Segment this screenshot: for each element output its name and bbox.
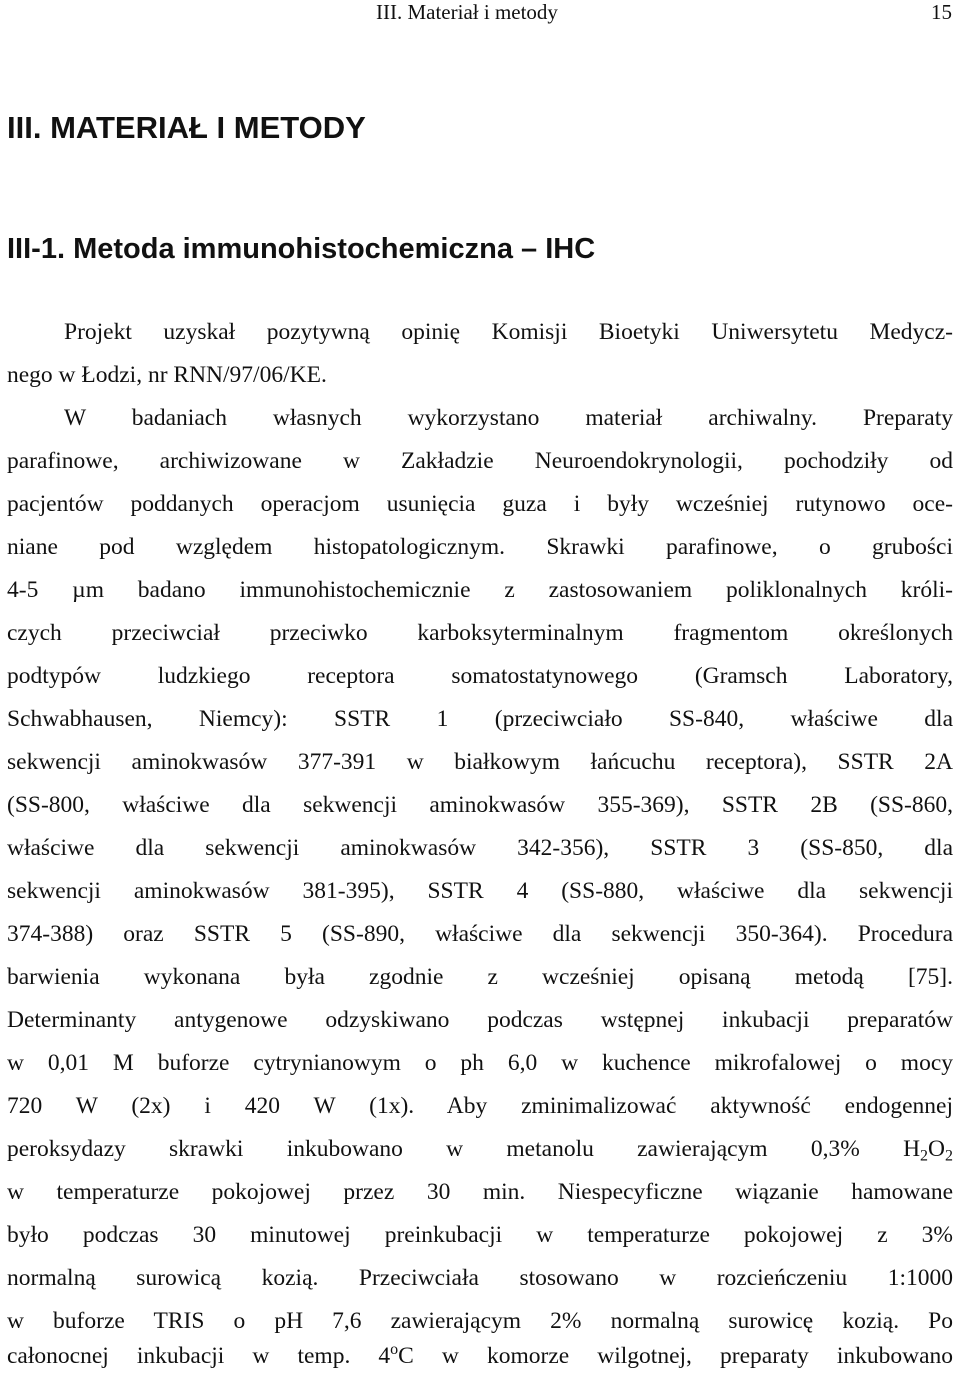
text-line: pacjentów poddanych operacjom usunięcia guza i były wcześniej rutynowo oce- [7,491,953,517]
text-line: w 0,01 M buforze cytrynianowym o ph 6,0 w kuchence mikrofalowej o mocy [7,1050,953,1076]
text-line: właściwe dla sekwencji aminokwasów 342-356), SSTR 3 (SS-850, dla [7,835,953,861]
text-line: 374-388) oraz SSTR 5 (SS-890, właściwe dla sekwencji 350-364). Procedura [7,921,953,947]
superscript: o [390,1341,399,1359]
text-line: Determinanty antygenowe odzyskiwano podczas wstępnej inkubacji preparatów [7,1007,953,1033]
text-line: niane pod względem histopatologicznym. Skrawki parafinowe, o grubości [7,534,953,560]
text-line-h2o2 [7,1128,953,1171]
text-line: Schwabhausen, Niemcy): SSTR 1 (przeciwciało SS-840, właściwe dla [7,706,953,732]
subscript: 2 [945,1147,953,1165]
text-line: barwienia wykonana była zgodnie z wcześniej opisaną metodą [75]. [7,964,953,990]
text-run: O [928,1136,946,1162]
text-line: czych przeciwciał przeciwko karboksyterminalnym fragmentom określonych [7,620,953,646]
chapter-title: III. MATERIAŁ I METODY [7,110,366,145]
text-run: C w komorze wilgotnej, preparaty inkubowano [398,1343,954,1369]
text-line: sekwencji aminokwasów 381-395), SSTR 4 (SS-880, właściwe dla sekwencji [7,878,953,904]
subscript: 2 [920,1147,929,1165]
text-line-temp [7,1335,953,1378]
text-line: sekwencji aminokwasów 377-391 w białkowym łańcuchu receptora), SSTR 2A [7,749,953,775]
text-line: Projekt uzyskał pozytywną opinię Komisji Bioetyki Uniwersytetu Medycz- [64,319,953,345]
text-line: W badaniach własnych wykorzystano materiał archiwalny. Preparaty [64,405,953,431]
text-run: całonocnej inkubacji w temp. 4 [7,1343,391,1369]
text-line: 720 W (2x) i 420 W (1x). Aby zminimalizować aktywność endogennej [7,1093,953,1119]
running-header-title: III. Materiał i metody [376,0,558,24]
text-line: było podczas 30 minutowej preinkubacji w temperaturze pokojowej z 3% [7,1222,953,1248]
text-line: normalną surowicą kozią. Przeciwciała stosowano w rozcieńczeniu 1:1000 [7,1265,953,1291]
text-line: 4-5 µm badano immunohistochemicznie z zastosowaniem poliklonalnych króli- [7,577,953,603]
text-line: (SS-800, właściwe dla sekwencji aminokwasów 355-369), SSTR 2B (SS-860, [7,792,953,818]
text-line: w temperaturze pokojowej przez 30 min. Niespecyficzne wiązanie hamowane [7,1179,953,1205]
page-number: 15 [931,0,952,24]
text-run: peroksydazy skrawki inkubowano w metanolu zawierającym 0,3% H [7,1136,921,1162]
text-line: parafinowe, archiwizowane w Zakładzie Neuroendokrynologii, pochodziły od [7,448,953,474]
section-title: III-1. Metoda immunohistochemiczna – IHC [7,233,596,265]
running-header [0,0,960,28]
text-line: nego w Łodzi, nr RNN/97/06/KE. [7,362,327,388]
text-line: w buforze TRIS o pH 7,6 zawierającym 2% normalną surowicę kozią. Po [7,1308,953,1334]
text-line: podtypów ludzkiego receptora somatostatynowego (Gramsch Laboratory, [7,663,953,689]
